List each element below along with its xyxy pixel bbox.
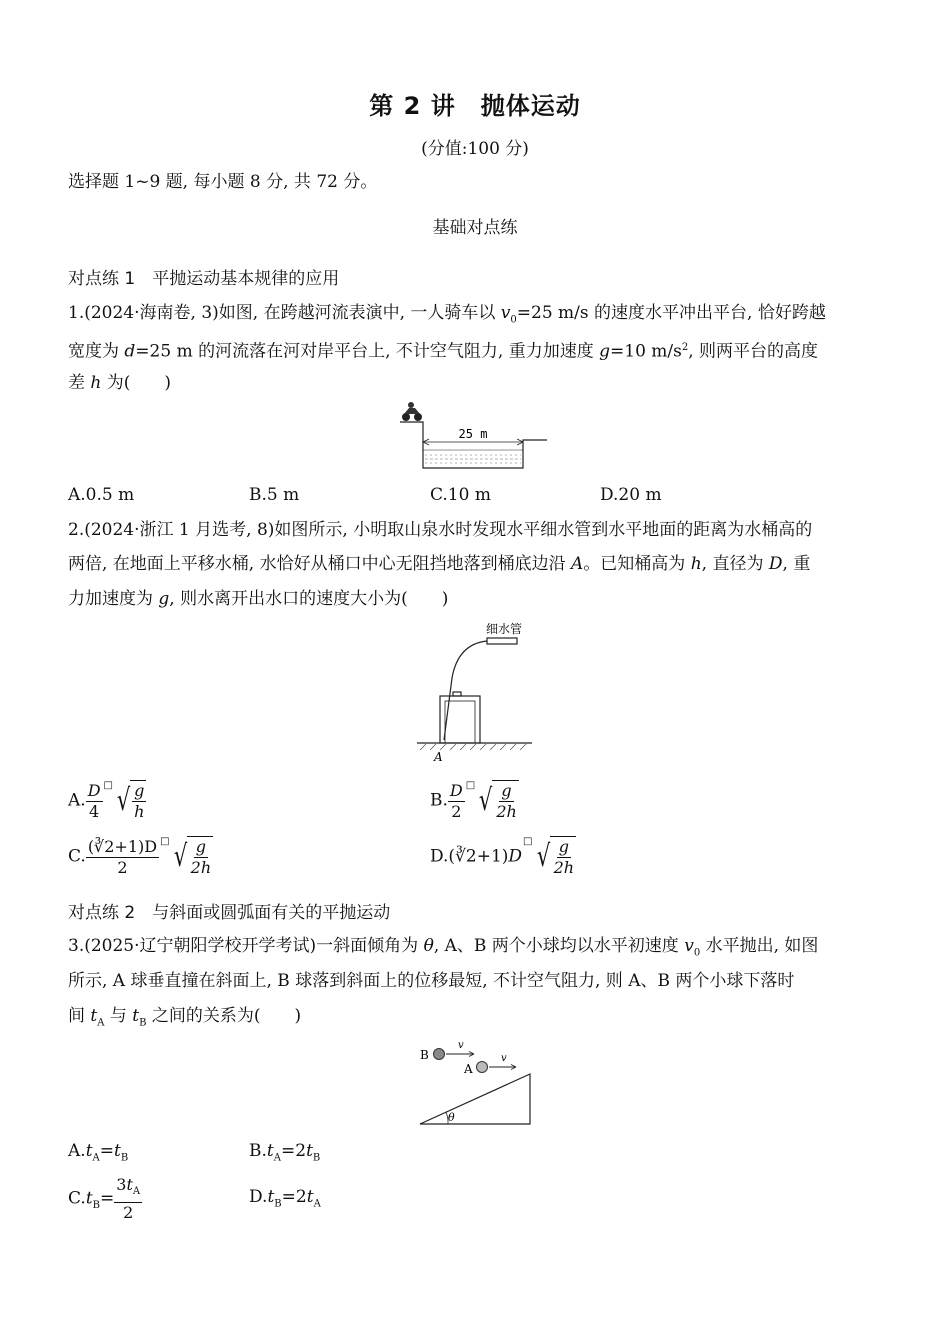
q3-option-b[interactable]: $B.t_A=2t_B$ xyxy=(249,1141,321,1164)
q2-option-b[interactable]: B. $\frac{D}{2}$ □ √ $\frac{g}{2h}$ xyxy=(430,780,517,821)
pipe-label: 细水管 xyxy=(485,622,523,636)
v0-label-a: v xyxy=(501,1053,507,1064)
point-a-label: A xyxy=(434,750,443,764)
page-subtitle: (分值:100 分) xyxy=(421,139,529,159)
q1-option-c[interactable]: C.10 m xyxy=(430,485,491,505)
ball-a xyxy=(477,1062,488,1073)
q1-option-d[interactable]: D.20 m xyxy=(600,485,662,505)
practice1-heading: 对点练 1 平抛运动基本规律的应用 xyxy=(68,269,340,289)
theta-label: θ xyxy=(448,1111,455,1124)
bike-rider-icon xyxy=(402,402,422,421)
q2-line1: 2.(2024·浙江 1 月选考, 8)如图所示, 小明取山泉水时发现水平细水管到水平地面的距离为水桶高的 xyxy=(68,520,813,540)
q1-option-a[interactable]: A.0.5 m xyxy=(68,485,135,505)
q1-line2: 宽度为 d=25 m 的河流落在河对岸平台上, 不计空气阻力, 重力加速度 g=10 $m/s^2$, 则两平台的高度 xyxy=(68,341,819,362)
q2-line2: 两倍, 在地面上平移水桶, 水恰好从桶口中心无阻挡地落到桶底边沿 A。已知桶高为 h, 直径为 D, 重 xyxy=(68,554,811,574)
q3-line1: 3.(2025·辽宁朝阳学校开学考试)一斜面倾角为 θ, A、B 两个小球均以水平初速度 $v_0$ 水平抛出, 如图 xyxy=(68,936,819,959)
incline-figure xyxy=(412,1036,542,1128)
practice2-heading: 对点练 2 与斜面或圆弧面有关的平抛运动 xyxy=(68,903,391,923)
q1-line3: 差 h 为( ) xyxy=(68,373,172,393)
q2-option-c[interactable]: C. $\frac{(∛2+1)D}{2}$ □ √ $\frac{g}{2h}$ xyxy=(68,836,212,877)
q3-line2: 所示, A 球垂直撞在斜面上, B 球落到斜面上的位移最短, 不计空气阻力, 则 A、B 两个小球下落时 xyxy=(68,971,795,991)
water-bucket-figure xyxy=(412,618,537,766)
q2-option-d[interactable]: D.(∛2+1)D□ √ $\frac{g}{2h}$ xyxy=(430,836,575,877)
ball-b-label: B xyxy=(420,1048,429,1062)
v0-label-b: v xyxy=(458,1040,464,1051)
ball-a-label: A xyxy=(464,1062,473,1076)
section-basic: 基础对点练 xyxy=(432,218,518,238)
q3-line3: 间 $t_A$ 与 $t_B$ 之间的关系为( ) xyxy=(68,1006,302,1029)
q1-option-b[interactable]: B.5 m xyxy=(249,485,300,505)
q2-option-a[interactable]: A. $\frac{D}{4}$ □ √ $\frac{g}{h}$ xyxy=(68,780,145,821)
q3-option-d[interactable]: $D.t_B=2t_A$ xyxy=(249,1187,321,1210)
intro-text: 选择题 1~9 题, 每小题 8 分, 共 72 分。 xyxy=(68,172,378,192)
q1-line1: 1.(2024·海南卷, 3)如图, 在跨越河流表演中, 一人骑车以 $v_0=25$ m/s 的速度水平冲出平台, 恰好跨越 xyxy=(68,303,826,326)
q2-line3: 力加速度为 g, 则水离开出水口的速度大小为( ) xyxy=(68,589,449,609)
river-width-label: 25 m xyxy=(458,427,488,441)
q3-option-a[interactable]: $A.t_A=t_B$ xyxy=(68,1141,129,1164)
q3-option-c[interactable]: $C.t_B=$ $\frac{3t_A}{2}$ xyxy=(68,1175,141,1223)
page-title: 第 2 讲 抛体运动 xyxy=(369,92,581,120)
river-jump-figure xyxy=(395,400,555,472)
ball-b xyxy=(434,1049,445,1060)
